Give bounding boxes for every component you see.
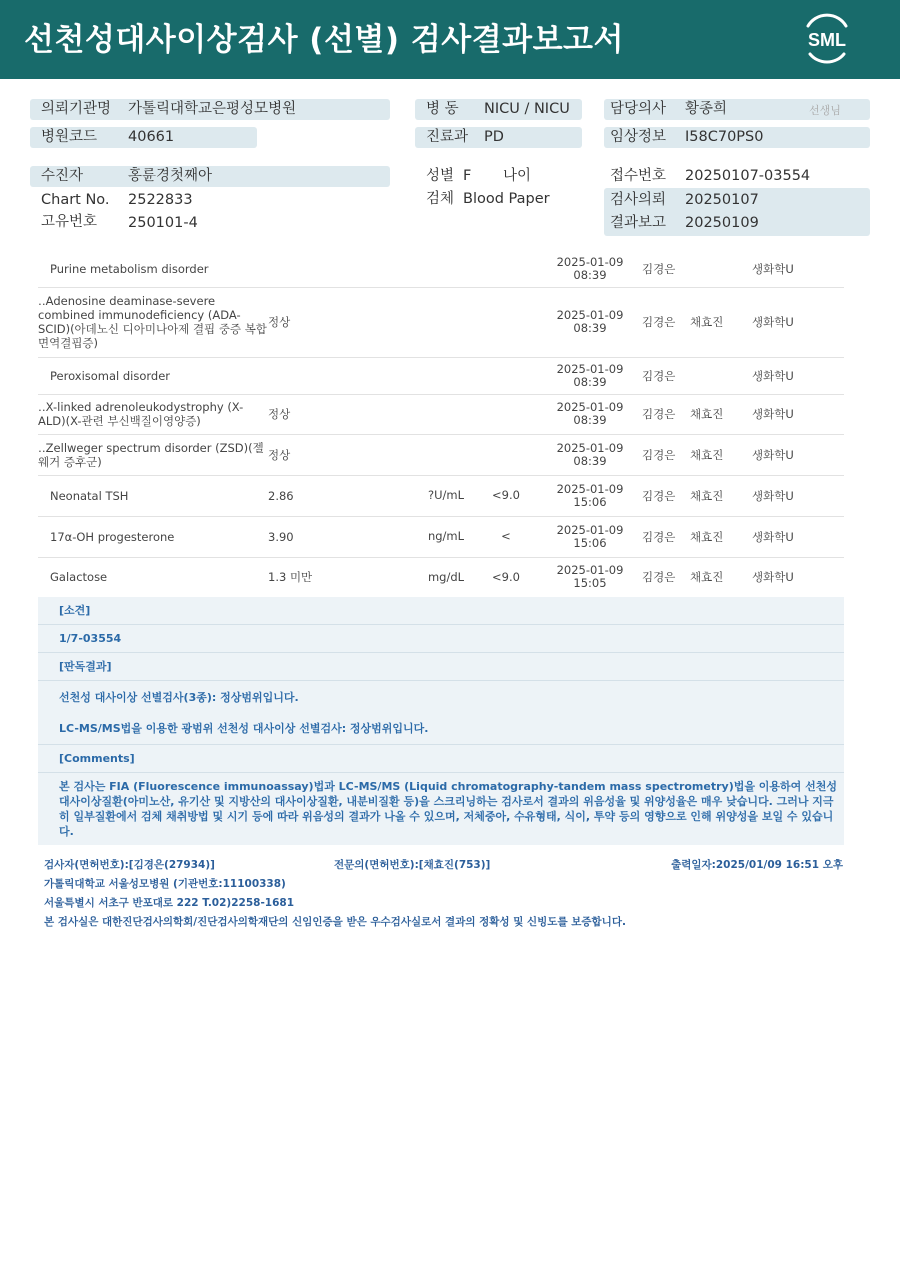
reviewer-name: 채효진 bbox=[690, 475, 752, 516]
reference-range: < bbox=[474, 516, 538, 557]
findings-value: 1/7-03554 bbox=[38, 625, 844, 653]
footer-specialist: 전문의(면허번호):[채효진(753)] bbox=[334, 859, 491, 871]
sex-value: F bbox=[463, 168, 472, 184]
reviewer-name: 채효진 bbox=[690, 557, 752, 597]
test-result: 정상 bbox=[268, 434, 418, 475]
doctor-suffix: 선생님 bbox=[809, 104, 841, 117]
result-row bbox=[38, 557, 844, 597]
doctor-label: 담당의사 bbox=[610, 101, 667, 117]
result-row bbox=[38, 394, 844, 434]
lab-department: 생화학U bbox=[752, 434, 844, 475]
test-time: 15:06 bbox=[573, 494, 607, 509]
reviewer-name: 채효진 bbox=[690, 434, 752, 475]
test-result: 정상 bbox=[268, 394, 418, 434]
report-header bbox=[0, 0, 900, 79]
lab-department: 생화학U bbox=[752, 287, 844, 357]
code-value: 40661 bbox=[128, 129, 175, 145]
tester-name: 김경은 bbox=[642, 252, 690, 287]
interpretation-header: [판독결과] bbox=[38, 653, 844, 681]
test-datetime bbox=[538, 287, 642, 357]
clinical-value: I58C70PS0 bbox=[685, 129, 764, 145]
lab-department: 생화학U bbox=[752, 357, 844, 394]
chart-label: Chart No. bbox=[41, 192, 110, 208]
test-unit: ?U/mL bbox=[418, 475, 474, 516]
test-name: ‥Zellweger spectrum disorder (ZSD)(젤웨거 증후군) bbox=[38, 434, 268, 475]
reference-range bbox=[474, 434, 538, 475]
test-date: 2025-01-09 bbox=[556, 563, 624, 577]
tester-name: 김경은 bbox=[642, 287, 690, 357]
reviewer-name: 채효진 bbox=[690, 516, 752, 557]
sex-label: 성별 bbox=[426, 168, 455, 184]
test-unit bbox=[418, 252, 474, 287]
ward-label: 병 동 bbox=[426, 101, 459, 117]
test-result bbox=[268, 357, 418, 394]
test-time: 08:39 bbox=[573, 321, 607, 335]
clinical-label: 임상정보 bbox=[610, 129, 667, 145]
comments-text: 본 검사는 FIA (Fluorescence immunoassay)법과 LC-MS/MS (Liquid chromatography-tandem mass spectrometry)법을 이용하여 선천성 대사이상질환(아미노산, 유기산 및 지방산의 대사이상질환, 내분비질환 등)을 스크리닝하는 검사로서 결과의 위음성율 및 위양성율은 매우 낮습니다. 그러나 지극히 일부질환에서 검체 채취방법 및 시기 등에 따라 위음성의 결과가 나올 수 있으며, 저체중아, 수유형태, 식이, 투약 등의 영향으로 인해 위양성을 보일 수 있습니다. bbox=[59, 780, 838, 838]
test-datetime bbox=[538, 394, 642, 434]
test-result: 3.90 bbox=[268, 516, 418, 557]
test-name: ‥Adenosine deaminase-severe combined immunodeficiency (ADA-SCID)(아데노신 디아미나아제 결핍 중증 복합면역결핍증) bbox=[38, 287, 268, 357]
report-title: 선천성대사이상검사 (선별) 검사결과보고서 bbox=[24, 22, 624, 58]
footer-printed: 출력일자:2025/01/09 16:51 오후 bbox=[671, 859, 843, 871]
reviewer-name bbox=[690, 252, 752, 287]
test-unit bbox=[418, 357, 474, 394]
notes-section bbox=[38, 597, 844, 845]
lab-department: 생화학U bbox=[752, 394, 844, 434]
test-result: 2.86 bbox=[268, 475, 418, 516]
results-table bbox=[38, 252, 844, 598]
tester-name: 김경은 bbox=[642, 357, 690, 394]
reference-range bbox=[474, 287, 538, 357]
result-row bbox=[38, 357, 844, 394]
test-time: 08:39 bbox=[573, 374, 607, 389]
age-label: 나이 bbox=[503, 168, 532, 184]
test-datetime bbox=[538, 557, 642, 597]
report-value: 20250109 bbox=[685, 215, 759, 231]
test-name: 17α-OH progesterone bbox=[38, 516, 268, 557]
test-name: Peroxisomal disorder bbox=[38, 357, 268, 394]
interpretation-line-2: LC-MS/MS법을 이용한 광범위 선천성 대사이상 선별검사: 정상범위입니다. bbox=[38, 707, 844, 745]
tester-name: 김경은 bbox=[642, 557, 690, 597]
test-date: 2025-01-09 bbox=[556, 481, 624, 496]
code-label: 병원코드 bbox=[41, 129, 98, 145]
report-label: 결과보고 bbox=[610, 215, 667, 231]
lab-department: 생화학U bbox=[752, 475, 844, 516]
comments-header: [Comments] bbox=[38, 745, 844, 773]
reference-range bbox=[474, 394, 538, 434]
request-label: 검사의뢰 bbox=[610, 192, 667, 208]
unique-value: 250101-4 bbox=[128, 215, 198, 231]
footer-certification: 본 검사실은 대한진단검사의학회/진단검사의학재단의 신임인증을 받은 우수검사실로서 결과의 정확성 및 신빙도를 보증합니다. bbox=[44, 916, 626, 928]
dept-label: 진료과 bbox=[426, 129, 469, 145]
test-unit bbox=[418, 394, 474, 434]
result-row bbox=[38, 252, 844, 287]
inst-label: 의뢰기관명 bbox=[41, 101, 112, 117]
test-unit: mg/dL bbox=[418, 557, 474, 597]
test-name: Neonatal TSH bbox=[38, 475, 268, 516]
request-value: 20250107 bbox=[685, 192, 759, 208]
findings-header: [소견] bbox=[38, 597, 844, 625]
tester-name: 김경은 bbox=[642, 475, 690, 516]
test-unit bbox=[418, 434, 474, 475]
test-date: 2025-01-09 bbox=[556, 440, 624, 455]
test-time: 08:39 bbox=[573, 268, 607, 283]
inst-value: 가톨릭대학교은평성모병원 bbox=[128, 101, 297, 117]
specimen-value: Blood Paper bbox=[463, 191, 550, 207]
test-datetime bbox=[538, 516, 642, 557]
lab-department: 생화학U bbox=[752, 516, 844, 557]
test-datetime bbox=[538, 434, 642, 475]
reception-label: 접수번호 bbox=[610, 168, 667, 184]
test-result: 1.3 미만 bbox=[268, 557, 418, 597]
doctor-value: 황종희 bbox=[685, 101, 728, 117]
test-date: 2025-01-09 bbox=[556, 361, 624, 376]
test-time: 15:05 bbox=[573, 576, 607, 590]
reference-range: <9.0 bbox=[474, 557, 538, 597]
test-date: 2025-01-09 bbox=[556, 522, 624, 537]
test-datetime bbox=[538, 475, 642, 516]
specimen-label: 검체 bbox=[426, 191, 455, 207]
reviewer-name: 채효진 bbox=[690, 394, 752, 434]
svg-text:SML: SML bbox=[808, 30, 846, 50]
reference-range bbox=[474, 252, 538, 287]
test-result bbox=[268, 252, 418, 287]
subject-value: 홍륜경첫째아 bbox=[128, 168, 213, 184]
result-row bbox=[38, 475, 844, 516]
dept-value: PD bbox=[484, 129, 504, 145]
test-time: 08:39 bbox=[573, 453, 607, 468]
reference-range bbox=[474, 357, 538, 394]
test-unit: ng/mL bbox=[418, 516, 474, 557]
test-time: 15:06 bbox=[573, 535, 607, 550]
tester-name: 김경은 bbox=[642, 394, 690, 434]
tester-name: 김경은 bbox=[642, 516, 690, 557]
reviewer-name: 채효진 bbox=[690, 287, 752, 357]
footer-tester: 검사자(면허번호):[김경은(27934)] bbox=[44, 859, 215, 871]
ward-value: NICU / NICU bbox=[484, 101, 570, 117]
test-name: ‥X-linked adrenoleukodystrophy (X-ALD)(X-관련 부신백질이영양증) bbox=[38, 394, 268, 434]
test-name: Galactose bbox=[38, 557, 268, 597]
footer-address: 서울특별시 서초구 반포대로 222 T.02)2258-1681 bbox=[44, 897, 295, 909]
chart-value: 2522833 bbox=[128, 192, 193, 208]
unique-label: 고유번호 bbox=[41, 214, 98, 230]
result-row bbox=[38, 516, 844, 557]
reviewer-name bbox=[690, 357, 752, 394]
footer-hospital: 가톨릭대학교 서울성모병원 (기관번호:11100338) bbox=[44, 878, 286, 890]
test-date: 2025-01-09 bbox=[556, 255, 624, 270]
lab-department: 생화학U bbox=[752, 252, 844, 287]
sml-logo bbox=[800, 12, 854, 66]
reception-value: 20250107-03554 bbox=[685, 168, 811, 184]
interpretation-line-1: 선천성 대사이상 선별검사(3종): 정상범위입니다. bbox=[59, 691, 299, 704]
test-date: 2025-01-09 bbox=[556, 400, 624, 414]
test-name: Purine metabolism disorder bbox=[38, 252, 268, 287]
test-unit bbox=[418, 287, 474, 357]
test-datetime bbox=[538, 252, 642, 287]
test-date: 2025-01-09 bbox=[556, 308, 624, 322]
test-datetime bbox=[538, 357, 642, 394]
tester-name: 김경은 bbox=[642, 434, 690, 475]
test-result: 정상 bbox=[268, 287, 418, 357]
result-row bbox=[38, 287, 844, 357]
result-row bbox=[38, 434, 844, 475]
subject-label: 수진자 bbox=[41, 168, 84, 184]
lab-department: 생화학U bbox=[752, 557, 844, 597]
reference-range: <9.0 bbox=[474, 475, 538, 516]
test-time: 08:39 bbox=[573, 413, 607, 427]
